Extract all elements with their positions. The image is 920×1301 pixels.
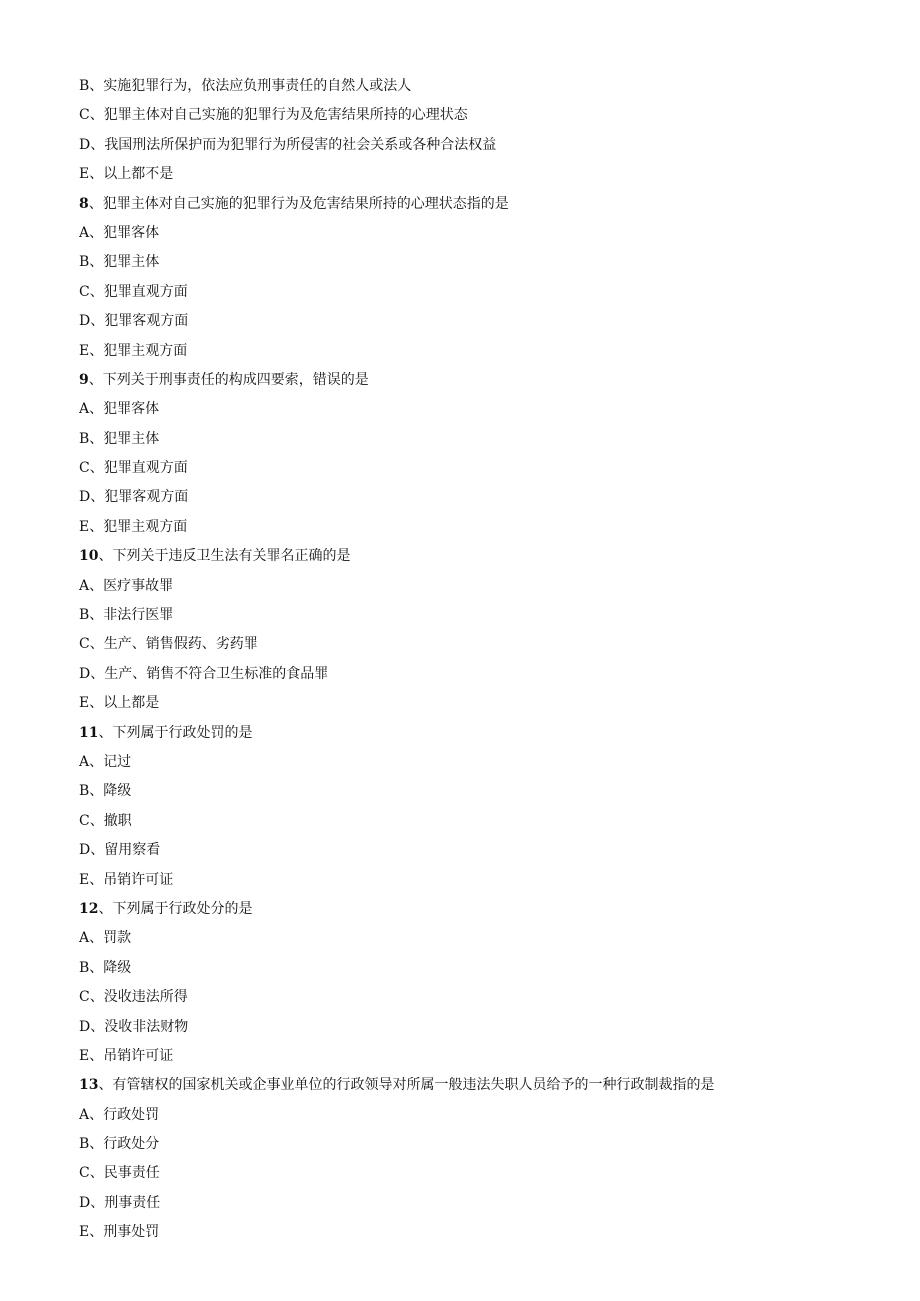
answer-option: E、犯罪主观方面 [79, 518, 188, 535]
question-stem [79, 719, 879, 748]
question-stem [79, 895, 879, 924]
answer-option: D、刑事责任 [79, 1194, 161, 1211]
answer-option: C、撤职 [79, 812, 132, 829]
question-number: 12 [79, 900, 99, 917]
question-stem [79, 366, 879, 395]
answer-option: A、犯罪客体 [79, 224, 160, 241]
answer-option: D、没收非法财物 [79, 1018, 189, 1035]
question-number: 13 [79, 1077, 99, 1094]
question-stem [79, 190, 879, 219]
answer-option: E、吊销许可证 [79, 1047, 174, 1064]
answer-option: E、吊销许可证 [79, 871, 174, 888]
question-text: 、犯罪主体对自己实施的犯罪行为及危害结果所持的心理状态指的是 [88, 195, 509, 212]
answer-option: E、犯罪主观方面 [79, 342, 188, 359]
question-number: 10 [79, 548, 99, 565]
question-stem [79, 1071, 879, 1100]
answer-option: E、刑事处罚 [79, 1224, 160, 1241]
answer-option: E、以上都是 [79, 695, 160, 712]
answer-option: A、记过 [79, 753, 132, 770]
answer-option: B、行政处分 [79, 1136, 160, 1153]
answer-option: B、犯罪主体 [79, 430, 160, 447]
question-text: 、下列属于行政处罚的是 [98, 724, 253, 741]
answer-option: C、犯罪主体对自己实施的犯罪行为及危害结果所持的心理状态 [79, 107, 468, 124]
answer-option: C、犯罪直观方面 [79, 460, 188, 477]
answer-option: A、医疗事故罪 [79, 577, 174, 594]
answer-option: B、实施犯罪行为，依法应负刑事责任的自然人或法人 [79, 78, 412, 94]
answer-option: D、留用察看 [79, 842, 161, 859]
answer-option: D、犯罪客观方面 [79, 489, 189, 506]
question-number: 8 [79, 195, 89, 212]
answer-option: D、生产、销售不符合卫生标准的食品罪 [79, 665, 329, 682]
answer-option: D、我国刑法所保护而为犯罪行为所侵害的社会关系或各种合法权益 [79, 136, 497, 153]
answer-option: B、犯罪主体 [79, 254, 160, 271]
answer-option: E、以上都不是 [79, 166, 174, 183]
answer-option: C、犯罪直观方面 [79, 283, 188, 300]
question-number: 9 [79, 371, 89, 388]
question-text: 、有管辖权的国家机关或企事业单位的行政领导对所属一般违法失职人员给予的一种行政制裁指的是 [98, 1077, 715, 1094]
question-number: 11 [79, 724, 99, 741]
answer-option: C、民事责任 [79, 1165, 160, 1182]
question-text: 、下列关于违反卫生法有关罪名正确的是 [98, 548, 351, 565]
answer-option: A、行政处罚 [79, 1106, 160, 1123]
question-stem [79, 542, 879, 571]
answer-option: B、降级 [79, 783, 132, 800]
answer-option: C、没收违法所得 [79, 989, 188, 1006]
answer-option: B、非法行医罪 [79, 607, 174, 624]
answer-option: B、降级 [79, 959, 132, 976]
answer-option: A、犯罪客体 [79, 401, 160, 418]
question-text: 、下列关于刑事责任的构成四要索，错误的是 [88, 371, 369, 388]
answer-option: D、犯罪客观方面 [79, 313, 189, 330]
answer-option: C、生产、销售假药、劣药罪 [79, 636, 258, 653]
answer-option: A、罚款 [79, 930, 132, 947]
question-list [79, 72, 879, 1248]
question-text: 、下列属于行政处分的是 [98, 900, 253, 917]
